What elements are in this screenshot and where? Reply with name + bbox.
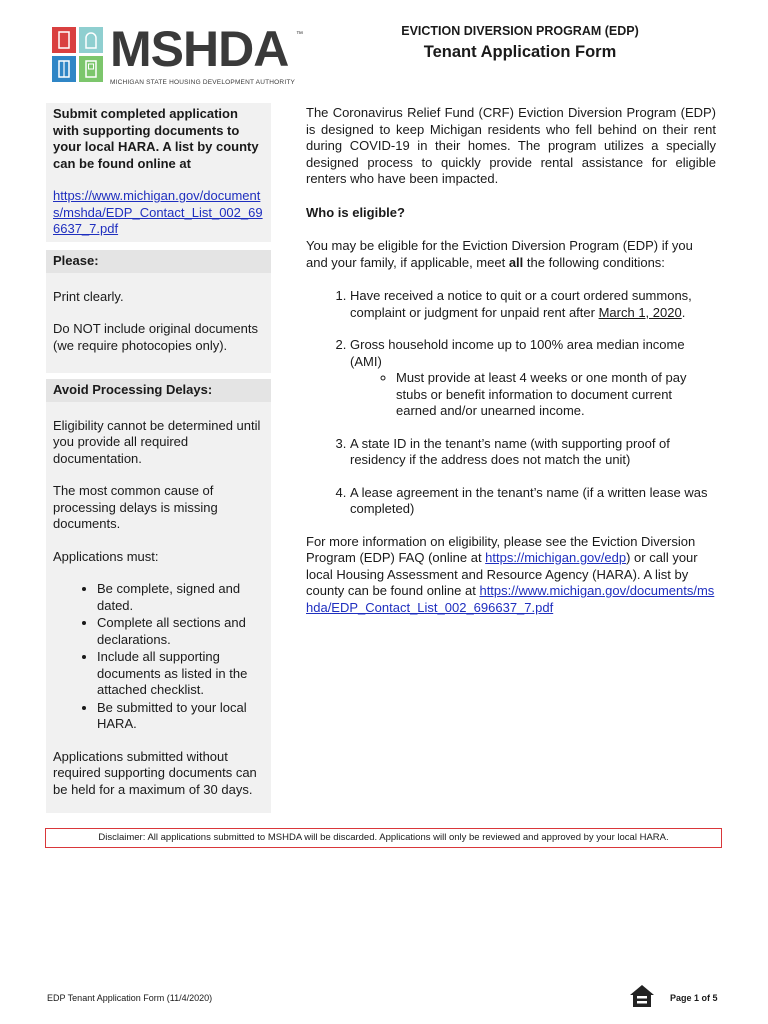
deadline-date: March 1, 2020 [598,304,682,320]
requirement-item: • Be submitted to your local HARA. [97,700,264,733]
processing-delays-box [46,379,271,813]
door-panel-icon [79,56,103,82]
condition-item: 3. A state ID in the tenant’s name (with supporting proof of residency if the address does not match the unit) [350,436,716,469]
condition-item: 2. Gross household income up to 100% area median income (AMI) ◦ Must provide at least 4 weeks or one month of pay stubs or benefit information to document current earned and/or unearned income. [350,337,716,420]
submit-instructions-box [46,103,271,242]
delays-paragraph: The most common cause of processing delays is missing documents. [53,483,218,531]
logo-tile-green [79,56,103,82]
eligibility-heading: Who is eligible? [306,204,405,220]
logo-tiles [52,27,104,83]
delays-paragraph: Eligibility cannot be determined until you provide all required documentation. [53,417,261,466]
logo-tile-teal [79,27,103,53]
footer-form-id: EDP Tenant Application Form (11/4/2020) [47,993,213,1003]
conditions-list [306,288,716,518]
window-icon [52,56,76,82]
logo-trademark: ™ [296,31,303,38]
please-box [46,250,271,373]
requirement-item: • Be complete, signed and dated. [97,581,264,614]
requirement-item: • Include all supporting documents as listed in the attached checklist. [97,649,264,699]
condition-item: 4. A lease agreement in the tenant’s name (if a written lease was completed) [350,485,716,518]
form-title: Tenant Application Form [423,43,617,61]
condition-sublist [350,370,716,420]
disclaimer-box: Disclaimer: All applications submitted to MSHDA will be discarded. Applications will only be reviewed and approved by your local HARA. [45,828,722,848]
page-number: Page 1 of 5 [670,993,718,1003]
program-name: EVICTION DIVERSION PROGRAM (EDP) [401,24,639,38]
please-item: Do NOT include original documents (we require photocopies only). [53,321,258,353]
contact-list-link-main[interactable]: https://www.michigan.gov/documents/mshda/EDP_Contact_List_002_696637_7.pdf [306,583,715,615]
edp-faq-link[interactable]: https://michigan.gov/edp [485,550,627,565]
requirements-list [53,581,264,733]
delays-heading: Avoid Processing Delays: [46,379,271,402]
logo-tile-red [52,27,76,53]
logo-wordmark: MSHDA [110,21,289,77]
condition-subitem: ◦ Must provide at least 4 weeks or one month of pay stubs or benefit information to document current earned and/or unearned income. [396,370,716,420]
delays-paragraph: Applications must: [53,548,159,564]
condition-item: 1. Have received a notice to quit or a court ordered summons, complaint or judgment for unpaid rent after March 1, 2020. [350,288,716,321]
requirement-item: • Complete all sections and declarations. [97,615,264,648]
delays-paragraph: Applications submitted without required supporting documents can be held for a maximum of 30 days. [53,748,257,797]
please-heading: Please: [46,250,271,273]
more-info-paragraph: For more information on eligibility, please see the Eviction Diversion Program (EDP) FAQ (online at https://michigan.gov/edp) or call your local Housing Assessment and Resource Agency (HARA). A list by county can be found online at https://www.michigan.gov/documents/mshda/EDP_Contact_List_002_696637_7.pdf [306,533,715,615]
please-item: Print clearly. [53,288,124,304]
eligibility-intro: You may be eligible for the Eviction Diversion Program (EDP) if you and your family, if applicable, meet all the following conditions: [306,238,693,270]
equal-housing-icon [628,982,656,1010]
contact-list-link[interactable]: https://www.michigan.gov/documents/mshda/EDP_Contact_List_002_696637_7.pdf [53,188,263,236]
door-icon [52,27,76,53]
intro-paragraph: The Coronavirus Relief Fund (CRF) Eviction Diversion Program (EDP) is designed to keep Michigan residents who fell behind on their rent during COVID-19 in their homes. The program utilizes a specially designed process to quickly provide rental assistance for eligible renters who have been impacted. [306,105,716,186]
logo-tile-blue [52,56,76,82]
main-content [306,105,716,616]
arched-window-icon [79,27,103,53]
submit-heading: Submit completed application with supporting documents to your local HARA. A list by county can be found online at [53,106,259,171]
mshda-logo [52,21,308,87]
logo-tagline: MICHIGAN STATE HOUSING DEVELOPMENT AUTHORITY [110,79,296,86]
